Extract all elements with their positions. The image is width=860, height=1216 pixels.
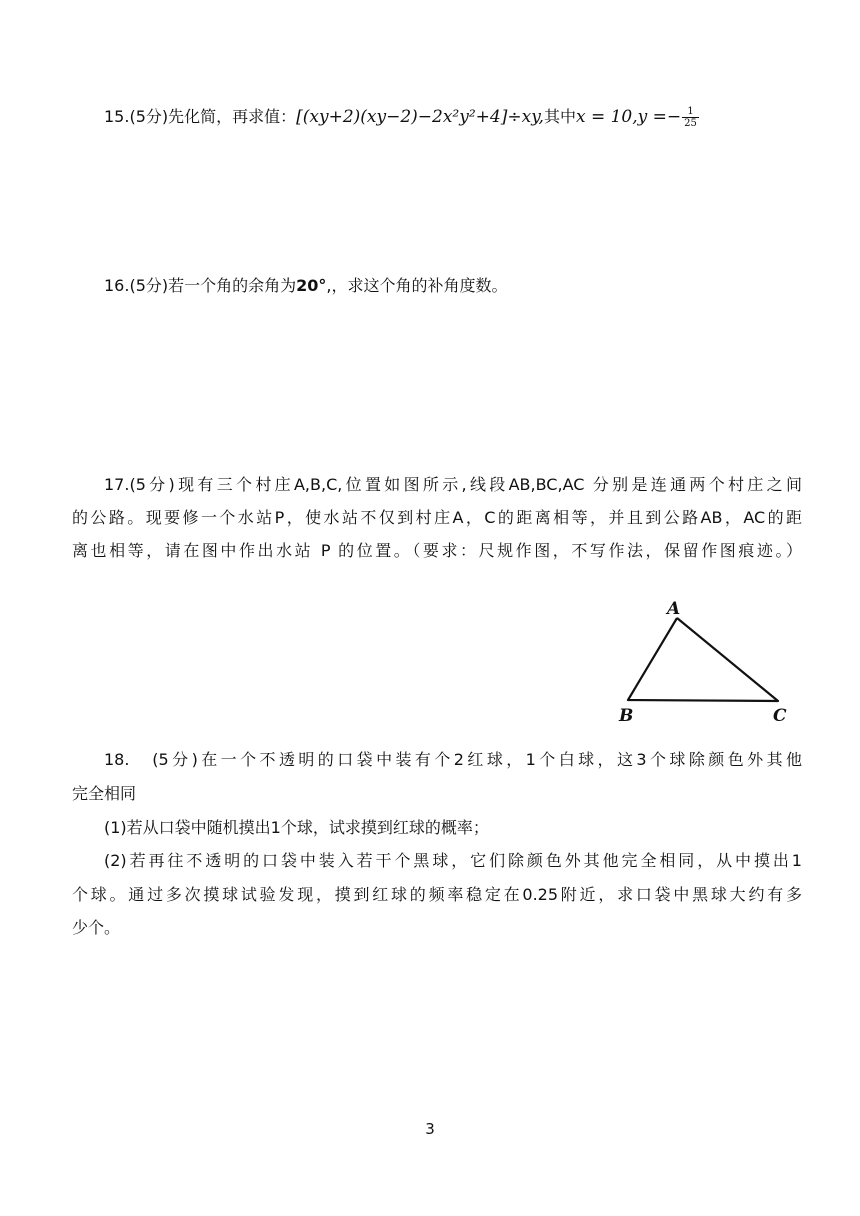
- page-number: 3: [425, 1120, 435, 1138]
- vertex-label-c: C: [773, 706, 787, 726]
- question-18-part-2-line-1: (2)若再往不透明的口袋中装入若干个黑球，它们除颜色外其他完全相同，从中摸出1: [104, 851, 802, 870]
- question-15-condition-text: 其中: [543, 107, 576, 126]
- question-15-prefix: 15.(5分)先化简，再求值：: [104, 107, 297, 126]
- question-16: [104, 275, 834, 297]
- triangle-figure: [612, 596, 798, 728]
- triangle-outline: [628, 618, 778, 701]
- question-18-part-2-line-2: 个球。通过多次摸球试验发现，摸到红球的频率稳定在0.25附近，求口袋中黑球大约有多: [72, 885, 802, 904]
- question-17-line-2: 的公路。现要修一个水站P，使水站不仅到村庄A，C的距离相等，并且到公路AB，AC的距: [72, 508, 802, 527]
- question-18-part-2-line-3: 少个。: [72, 918, 121, 937]
- vertex-label-a: A: [667, 599, 681, 619]
- question-15-values: x = 10,y =−: [575, 107, 682, 127]
- question-18-line-2: 完全相同: [72, 784, 137, 803]
- question-15-fraction: [682, 106, 699, 129]
- question-15-expression: [(xy+2)(xy−2)−2x²y²+4]÷xy,: [296, 107, 544, 127]
- question-16-prefix: 16.(5分)若一个角的余角为: [104, 276, 297, 295]
- question-18-part-1: (1)若从口袋中随机摸出1个球，试求摸到红球的概率；: [104, 818, 489, 837]
- question-17-line-3: 离也相等，请在图中作出水站 P 的位置。（要求：尺规作图，不写作法，保留作图痕迹。）: [72, 541, 802, 560]
- vertex-label-b: B: [619, 706, 634, 726]
- question-16-suffix: ,，求这个角的补角度数。: [326, 276, 508, 295]
- question-18-line-1: 18. (5分)在一个不透明的口袋中装有个2红球，1个白球，这3个球除颜色外其他: [104, 750, 802, 769]
- question-15: [104, 106, 834, 129]
- fraction-numerator: 1: [687, 106, 694, 117]
- question-17-line-1: 17.(5分)现有三个村庄A,B,C,位置如图所示,线段AB,BC,AC 分别是连通两个村庄之间: [104, 475, 802, 494]
- question-16-angle: 20°: [296, 276, 327, 295]
- fraction-denominator: 25: [684, 118, 697, 129]
